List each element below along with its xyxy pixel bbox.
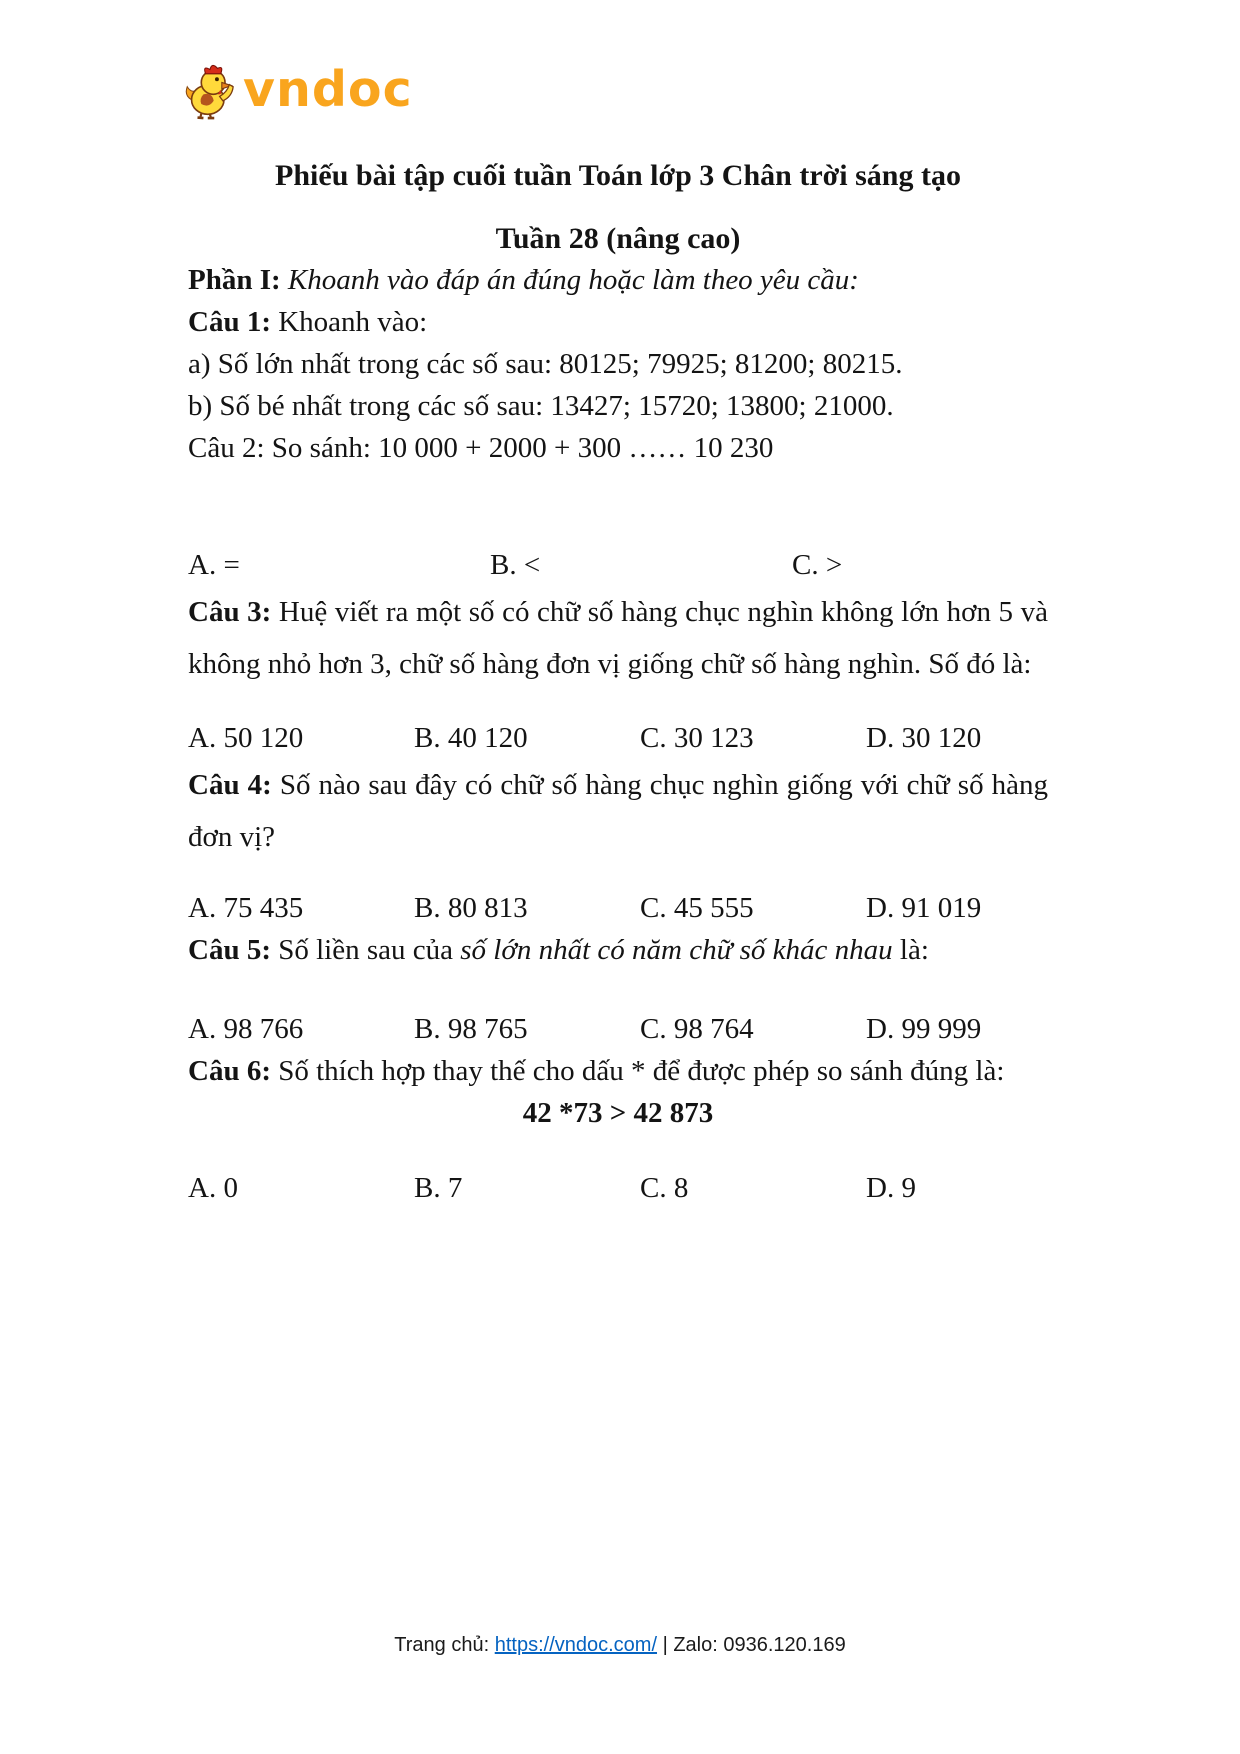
page-footer — [0, 1632, 1240, 1658]
q5-option-a[interactable]: A. 98 766 — [188, 1013, 304, 1045]
part-1-heading — [188, 259, 1048, 301]
part-1-instruction: Khoanh vào đáp án đúng hoặc làm theo yêu cầu: — [287, 264, 859, 296]
question-6-text: Số thích hợp thay thế cho dấu * để được phép so sánh đúng là: — [278, 1055, 1005, 1087]
page-title: Phiếu bài tập cuối tuần Toán lớp 3 Chân trời sáng tạo — [275, 159, 961, 192]
question-3-options — [188, 717, 1048, 759]
footer-zalo: Zalo: 0936.120.169 — [673, 1634, 846, 1656]
q4-option-d[interactable]: D. 91 019 — [866, 892, 982, 924]
q4-option-b[interactable]: B. 80 813 — [414, 892, 528, 924]
question-1 — [188, 301, 1048, 343]
question-2 — [188, 427, 1048, 469]
q6-option-c[interactable]: C. 8 — [640, 1172, 689, 1204]
question-2-label: Câu 2: — [188, 432, 265, 464]
question-1-part-b: b) Số bé nhất trong các số sau: 13427; 15720; 13800; 21000. — [188, 390, 894, 422]
question-5 — [188, 929, 1048, 971]
question-2-options — [188, 544, 1048, 586]
question-6 — [188, 1050, 1048, 1092]
q3-option-c[interactable]: C. 30 123 — [640, 722, 754, 754]
question-4-options — [188, 887, 1048, 929]
question-5-text-italic: số lớn nhất có năm chữ số khác nhau — [460, 934, 893, 966]
q4-option-a[interactable]: A. 75 435 — [188, 892, 304, 924]
footer-homepage-label: Trang chủ: — [394, 1634, 490, 1656]
homepage-link[interactable]: https://vndoc.com/ — [494, 1634, 658, 1656]
question-3-text: Huệ viết ra một số có chữ số hàng chục nghìn không lớn hơn 5 và không nhỏ hơn 3, chữ số hàng đơn vị giống chữ số hàng nghìn. Số đó là: — [188, 596, 1049, 680]
question-1-text: Khoanh vào: — [278, 306, 428, 338]
q6-option-a[interactable]: A. 0 — [188, 1172, 238, 1204]
question-5-text-suffix: là: — [899, 934, 929, 966]
question-1-part-a: a) Số lớn nhất trong các số sau: 80125; 79925; 81200; 80215. — [188, 348, 903, 380]
question-6-options — [188, 1167, 1048, 1209]
q2-option-a[interactable]: A. = — [188, 549, 240, 581]
question-4-text: Số nào sau đây có chữ số hàng chục nghìn giống với chữ số hàng đơn vị? — [188, 769, 1049, 853]
q5-option-d[interactable]: D. 99 999 — [866, 1013, 982, 1045]
question-5-label: Câu 5: — [188, 934, 271, 966]
question-2-text: So sánh: 10 000 + 2000 + 300 …… 10 230 — [271, 432, 774, 464]
question-3-label: Câu 3: — [188, 596, 272, 628]
part-1-label: Phần I: — [188, 264, 281, 296]
q3-option-b[interactable]: B. 40 120 — [414, 722, 528, 754]
q5-option-c[interactable]: C. 98 764 — [640, 1013, 754, 1045]
q3-option-d[interactable]: D. 30 120 — [866, 722, 982, 754]
question-3 — [188, 586, 1048, 690]
q6-option-d[interactable]: D. 9 — [866, 1172, 916, 1204]
q2-option-c[interactable]: C. > — [792, 549, 843, 581]
logo-text: vndoc — [243, 61, 413, 118]
question-5-options — [188, 1008, 1048, 1050]
question-5-text-prefix: Số liền sau của — [278, 934, 453, 966]
question-1-label: Câu 1: — [188, 306, 271, 338]
q2-option-b[interactable]: B. < — [490, 549, 541, 581]
q3-option-a[interactable]: A. 50 120 — [188, 722, 304, 754]
footer-separator: | — [662, 1634, 668, 1656]
q6-comparison-expression: 42 *73 > 42 873 — [522, 1097, 714, 1129]
vndoc-logo — [184, 60, 413, 120]
q6-option-b[interactable]: B. 7 — [414, 1172, 463, 1204]
page-subtitle: Tuần 28 (nâng cao) — [495, 222, 741, 255]
question-4 — [188, 759, 1048, 863]
question-6-label: Câu 6: — [188, 1055, 271, 1087]
q4-option-c[interactable]: C. 45 555 — [640, 892, 754, 924]
question-4-label: Câu 4: — [188, 769, 272, 801]
q5-option-b[interactable]: B. 98 765 — [414, 1013, 528, 1045]
chicken-mascot-icon — [184, 60, 238, 120]
